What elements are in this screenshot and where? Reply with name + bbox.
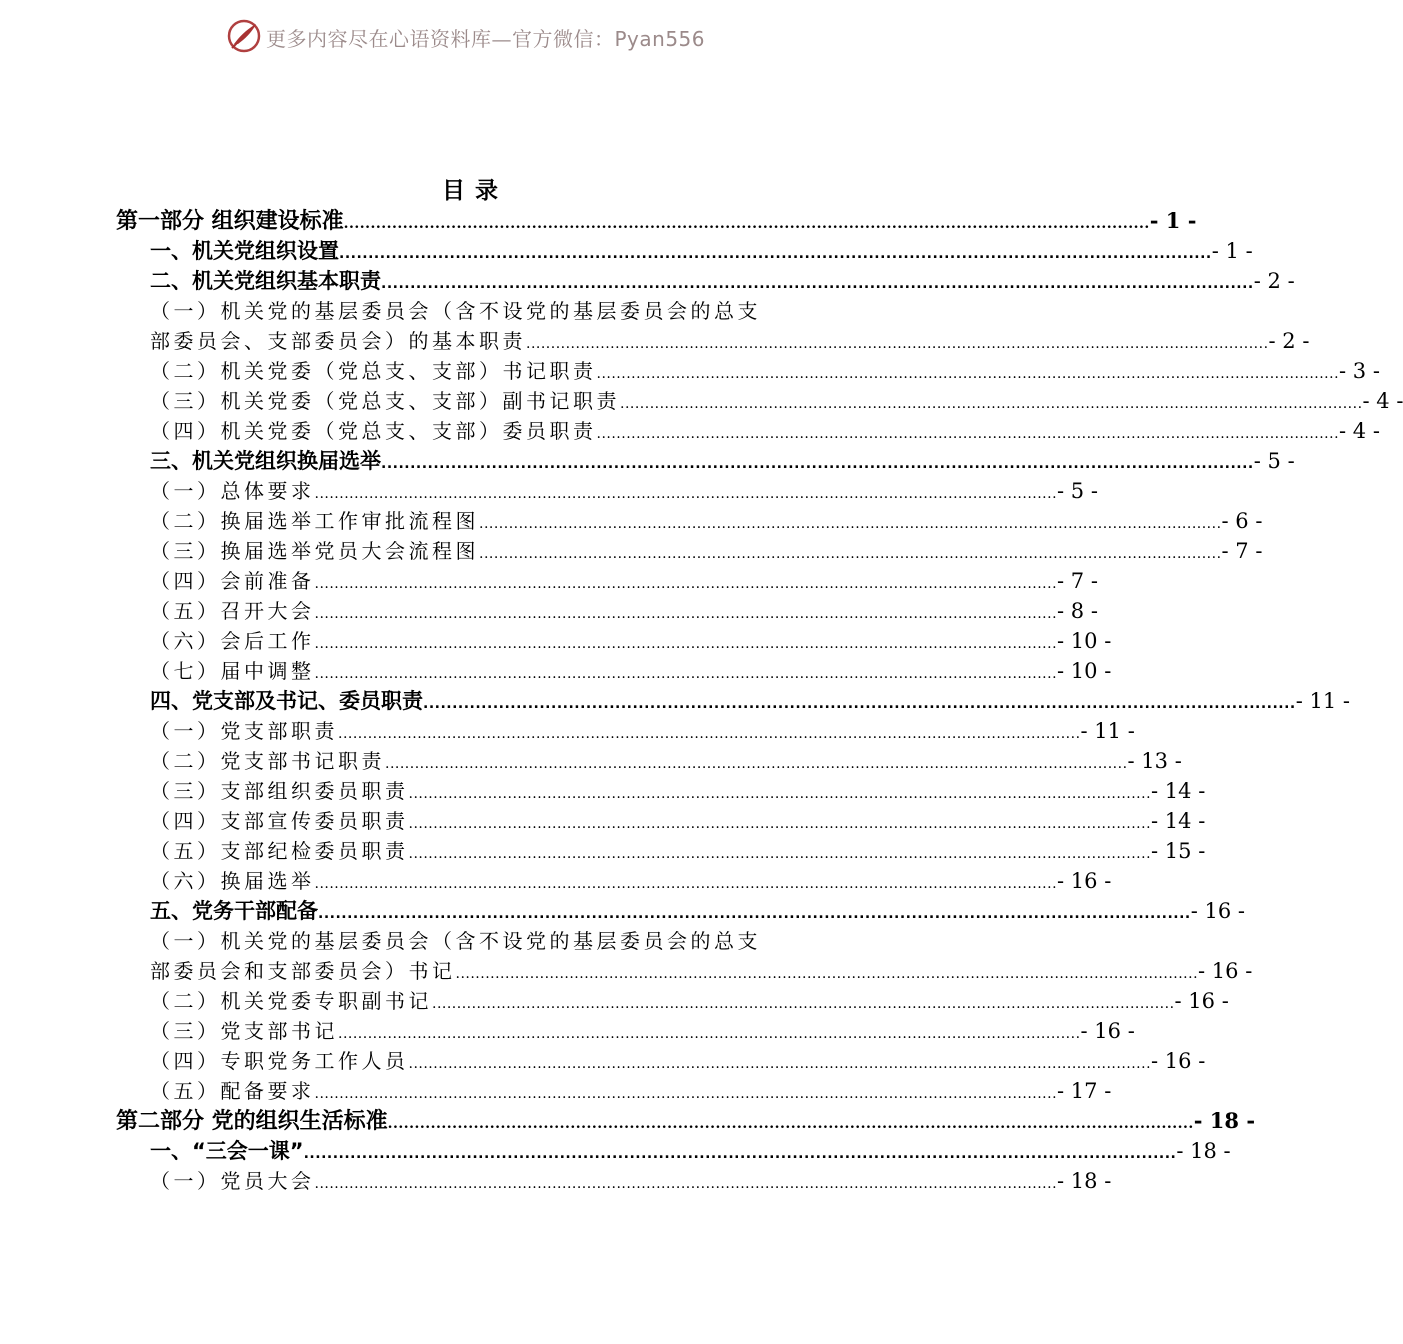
toc-entry[interactable]: （五）配备要求 ...................................................................................................................................................... - 17 - xyxy=(150,1076,838,1106)
leader-dots: ...................................................................................................................................................... xyxy=(314,636,1058,652)
toc-entry[interactable]: （五）召开大会 ...................................................................................................................................................... - 8 - xyxy=(150,596,838,626)
leader-dots: ...................................................................................................................................................... xyxy=(408,786,1152,802)
toc-entry[interactable]: （二）机关党委专职副书记 ...................................................................................................................................................... - 16 - xyxy=(150,986,838,1016)
toc-entry[interactable]: （一）党员大会 ...................................................................................................................................................... - 18 - xyxy=(150,1166,838,1196)
leader-dots: ...................................................................................................................................................... xyxy=(314,1176,1058,1192)
quill-logo-icon xyxy=(226,18,262,54)
toc-entry[interactable]: 二、机关党组织基本职责 ...................................................................................................................................................... - 2 - xyxy=(150,266,838,296)
leader-dots: ...................................................................................................................................................... xyxy=(318,906,1191,922)
leader-dots: ...................................................................................................................................................... xyxy=(526,336,1269,352)
toc-entry[interactable]: （四）机关党委（党总支、支部）委员职责 ...................................................................................................................................................... - 4 - xyxy=(150,416,838,446)
toc-entry[interactable]: （三）党支部书记 ...................................................................................................................................................... - 16 - xyxy=(150,1016,838,1046)
leader-dots: ...................................................................................................................................................... xyxy=(314,666,1058,682)
toc-entry[interactable]: 三、机关党组织换届选举 ...................................................................................................................................................... - 5 - xyxy=(150,446,838,476)
page-header xyxy=(0,14,950,58)
toc-entry[interactable]: （四）支部宣传委员职责 ...................................................................................................................................................... - 14 - xyxy=(150,806,838,836)
leader-dots: ...................................................................................................................................................... xyxy=(381,456,1254,472)
toc-entry[interactable]: 一、“三会一课” ...................................................................................................................................................... - 18 - xyxy=(150,1136,838,1166)
leader-dots: ...................................................................................................................................................... xyxy=(314,576,1058,592)
leader-dots: ...................................................................................................................................................... xyxy=(408,1056,1152,1072)
leader-dots: ...................................................................................................................................................... xyxy=(455,966,1199,982)
leader-dots: ...................................................................................................................................................... xyxy=(338,1026,1081,1042)
toc-entry[interactable]: （一）总体要求 ...................................................................................................................................................... - 5 - xyxy=(150,476,838,506)
toc-entry-part-2[interactable]: 第二部分 党的组织生活标准 ...................................................................................................................................................... - 18 - xyxy=(116,1106,838,1136)
toc-title: 目录 xyxy=(442,178,508,204)
toc-entry[interactable]: 四、党支部及书记、委员职责 ...................................................................................................................................................... - 11 - xyxy=(150,686,838,716)
leader-dots: ...................................................................................................................................................... xyxy=(339,246,1212,262)
leader-dots: ...................................................................................................................................................... xyxy=(596,426,1340,442)
leader-dots: ...................................................................................................................................................... xyxy=(596,366,1340,382)
toc-entry[interactable]: （二）机关党委（党总支、支部）书记职责 ...................................................................................................................................................... - 3 - xyxy=(150,356,838,386)
toc-entry[interactable]: （三）换届选举党员大会流程图 ...................................................................................................................................................... - 7 - xyxy=(150,536,838,566)
toc-entry[interactable]: （六）换届选举 ...................................................................................................................................................... - 16 - xyxy=(150,866,838,896)
toc-entry[interactable]: （七）届中调整 ...................................................................................................................................................... - 10 - xyxy=(150,656,838,686)
leader-dots: ...................................................................................................................................................... xyxy=(408,846,1152,862)
toc-entry-part-1[interactable]: 第一部分 组织建设标准 ...................................................................................................................................................... - 1 - xyxy=(116,206,838,236)
header-wechat-id: Pyan556 xyxy=(614,27,706,51)
leader-dots: ...................................................................................................................................................... xyxy=(314,486,1058,502)
header-watermark-text: 更多内容尽在心语资料库—官方微信：Pyan556 xyxy=(266,27,706,51)
toc-entry[interactable]: （二）党支部书记职责 ...................................................................................................................................................... - 13 - xyxy=(150,746,838,776)
leader-dots: ...................................................................................................................................................... xyxy=(432,996,1175,1012)
toc-entry-line1[interactable]: （一）机关党的基层委员会（含不设党的基层委员会的总支 xyxy=(150,929,761,953)
toc-entry[interactable]: （一）党支部职责 ...................................................................................................................................................... - 11 - xyxy=(150,716,838,746)
toc-entry[interactable]: （五）支部纪检委员职责 ...................................................................................................................................................... - 15 - xyxy=(150,836,838,866)
leader-dots: ...................................................................................................................................................... xyxy=(479,516,1222,532)
leader-dots: ...................................................................................................................................................... xyxy=(408,816,1152,832)
toc-entry[interactable]: （四）会前准备 ...................................................................................................................................................... - 7 - xyxy=(150,566,838,596)
toc-entry-line1[interactable]: （一）机关党的基层委员会（含不设党的基层委员会的总支 xyxy=(150,299,761,323)
leader-dots: ...................................................................................................................................................... xyxy=(303,1146,1177,1162)
leader-dots: ...................................................................................................................................................... xyxy=(338,726,1081,742)
toc-entry[interactable]: （四）专职党务工作人员 ...................................................................................................................................................... - 16 - xyxy=(150,1046,838,1076)
toc-entry[interactable]: （三）机关党委（党总支、支部）副书记职责 ...................................................................................................................................................... - 4 - xyxy=(150,386,838,416)
toc-entry[interactable]: （二）换届选举工作审批流程图 ...................................................................................................................................................... - 6 - xyxy=(150,506,838,536)
leader-dots: ...................................................................................................................................................... xyxy=(314,876,1058,892)
toc-entry[interactable]: 部委员会和支部委员会）书记 ...................................................................................................................................................... - 16 - xyxy=(150,956,838,986)
toc-entry[interactable]: 部委员会、支部委员会）的基本职责 ...................................................................................................................................................... - 2 - xyxy=(150,326,838,356)
toc-entry[interactable]: （六）会后工作 ...................................................................................................................................................... - 10 - xyxy=(150,626,838,656)
toc-entry[interactable]: 一、机关党组织设置 ...................................................................................................................................................... - 1 - xyxy=(150,236,838,266)
leader-dots: ...................................................................................................................................................... xyxy=(620,396,1363,412)
toc-entry[interactable]: （三）支部组织委员职责 ...................................................................................................................................................... - 14 - xyxy=(150,776,838,806)
leader-dots: ...................................................................................................................................................... xyxy=(314,606,1058,622)
leader-dots: ...................................................................................................................................................... xyxy=(387,1116,1194,1132)
leader-dots: ...................................................................................................................................................... xyxy=(479,546,1222,562)
leader-dots: ...................................................................................................................................................... xyxy=(385,756,1128,772)
leader-dots: ...................................................................................................................................................... xyxy=(381,276,1254,292)
leader-dots: ...................................................................................................................................................... xyxy=(314,1086,1058,1102)
toc-entry[interactable]: 五、党务干部配备 ...................................................................................................................................................... - 16 - xyxy=(150,896,838,926)
leader-dots: ...................................................................................................................................................... xyxy=(343,216,1150,232)
leader-dots: ...................................................................................................................................................... xyxy=(423,696,1296,712)
